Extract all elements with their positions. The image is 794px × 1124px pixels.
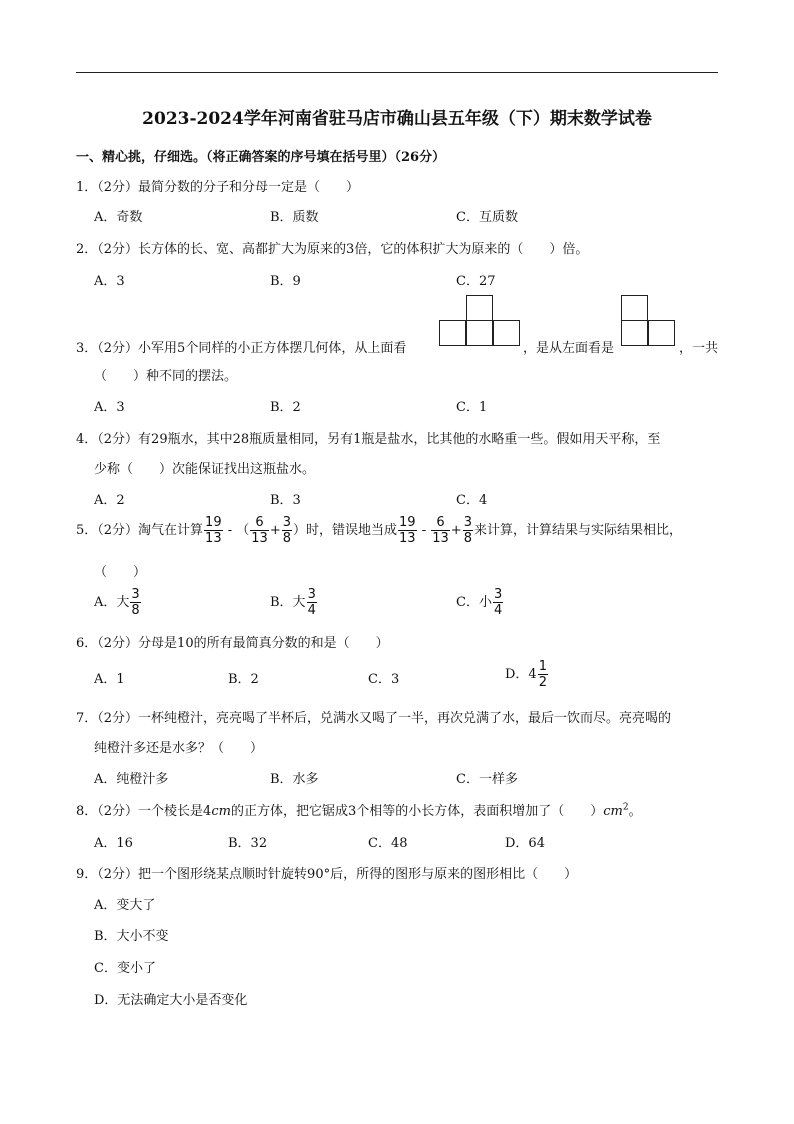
q9-option-d[interactable]: D．无法确定大小是否变化 [94, 993, 248, 1008]
q4-option-b[interactable]: B．3 [270, 493, 301, 508]
fraction-3-8: $\frac{3}{8}$ [463, 515, 472, 546]
fraction-19-13: $\frac{19}{13}$ [205, 515, 222, 546]
q8-option-b[interactable]: B．32 [228, 836, 268, 851]
question-3-part-a: 3．（2分）小军用5个同样的小正方体摆几何体，从上面看 [76, 341, 407, 356]
q4-option-c[interactable]: C．4 [456, 493, 488, 508]
q2-option-a[interactable]: A．3 [94, 274, 125, 289]
question-7-line-2: 纯橙汁多还是水多？（ ） [94, 741, 264, 756]
q3-option-b[interactable]: B．2 [270, 400, 301, 415]
q8-option-c[interactable]: C．48 [368, 836, 408, 851]
q6-option-b[interactable]: B．2 [228, 672, 259, 687]
q1-option-b[interactable]: B．质数 [270, 210, 319, 225]
q9-option-b[interactable]: B．大小不变 [94, 929, 169, 944]
q3-option-a[interactable]: A．3 [94, 400, 125, 415]
question-5-line-2: （ ） [94, 565, 147, 580]
question-2: 2．（2分）长方体的长、宽、高都扩大为原来的3倍，它的体积扩大为原来的（ ）倍。 [76, 242, 589, 257]
q5-option-c[interactable]: C．小 $\frac{3}{4}$ [456, 587, 503, 618]
question-6: 6．（2分）分母是10的所有最简真分数的和是（ ） [76, 636, 389, 651]
q1-option-c[interactable]: C．互质数 [456, 210, 518, 225]
question-4-line-2: 少称（ ）次能保证找出这瓶盐水。 [94, 462, 316, 477]
fraction-19-13: $\frac{19}{13}$ [399, 515, 416, 546]
q8-option-d[interactable]: D．64 [505, 836, 545, 851]
section-heading: 一、精心挑，仔细选。（将正确答案的序号填在括号里）（26分） [76, 150, 446, 165]
top-view-figure [439, 295, 521, 349]
question-1: 1．（2分）最简分数的分子和分母一定是（ ） [76, 180, 360, 195]
question-3-part-d: （ ）种不同的摆法。 [94, 369, 238, 384]
question-7-line-1: 7．（2分）一杯纯橙汁，亮亮喝了半杯后，兑满水又喝了一半，再次兑满了水，最后一饮而尽。亮亮喝的 [76, 711, 672, 726]
q3-option-c[interactable]: C．1 [456, 400, 488, 415]
q8-option-a[interactable]: A．16 [94, 836, 133, 851]
q7-option-b[interactable]: B．水多 [270, 772, 319, 787]
q6-option-d[interactable]: D．4 $\frac{1}{2}$ [505, 659, 547, 690]
question-3-part-b: ，是从左面看是 [523, 341, 615, 356]
fraction-3-8: $\frac{3}{8}$ [282, 515, 291, 546]
question-3-part-c: ，一共 [679, 341, 719, 356]
q7-option-a[interactable]: A．纯橙汁多 [94, 772, 169, 787]
header-rule [76, 72, 718, 73]
fraction-6-13: $\frac{6}{13}$ [251, 515, 268, 546]
q6-option-c[interactable]: C．3 [368, 672, 400, 687]
q2-option-c[interactable]: C．27 [456, 274, 496, 289]
question-5-line-1: 5．（2分）淘气在计算 $\frac{19}{13}$ - （ $\frac{6}{13}$ + $\frac{3}{8}$ ）时，错误地当成 $\frac{19}{13}$ - $\frac{6}{13}$ + $\frac{3}{8}$ 来计算，计算结果与实际结果相比， [76, 515, 682, 546]
left-view-figure [621, 295, 677, 349]
q1-option-a[interactable]: A．奇数 [94, 210, 143, 225]
question-8: 8．（2分）一个棱长是4cm的正方体，把它锯成3个相等的小长方体，表面积增加了（ ）$cm^2$。 [76, 802, 642, 819]
question-9: 9．（2分）把一个图形绕某点顺时针旋转90°后，所得的图形与原来的图形相比（ ） [76, 867, 578, 882]
q5-option-b[interactable]: B．大 $\frac{3}{4}$ [270, 587, 316, 618]
q2-option-b[interactable]: B．9 [270, 274, 301, 289]
q9-option-a[interactable]: A．变大了 [94, 898, 156, 913]
page-title: 2023-2024学年河南省驻马店市确山县五年级（下）期末数学试卷 [142, 109, 652, 129]
q6-option-a[interactable]: A．1 [94, 672, 125, 687]
q9-option-c[interactable]: C．变小了 [94, 961, 156, 976]
question-4-line-1: 4．（2分）有29瓶水，其中28瓶质量相同，另有1瓶是盐水，比其他的水略重一些。假如用天平称，至 [76, 432, 661, 447]
q4-option-a[interactable]: A．2 [94, 493, 125, 508]
q7-option-c[interactable]: C．一样多 [456, 772, 518, 787]
q5-option-a[interactable]: A．大 $\frac{3}{8}$ [94, 587, 140, 618]
fraction-6-13: $\frac{6}{13}$ [432, 515, 449, 546]
